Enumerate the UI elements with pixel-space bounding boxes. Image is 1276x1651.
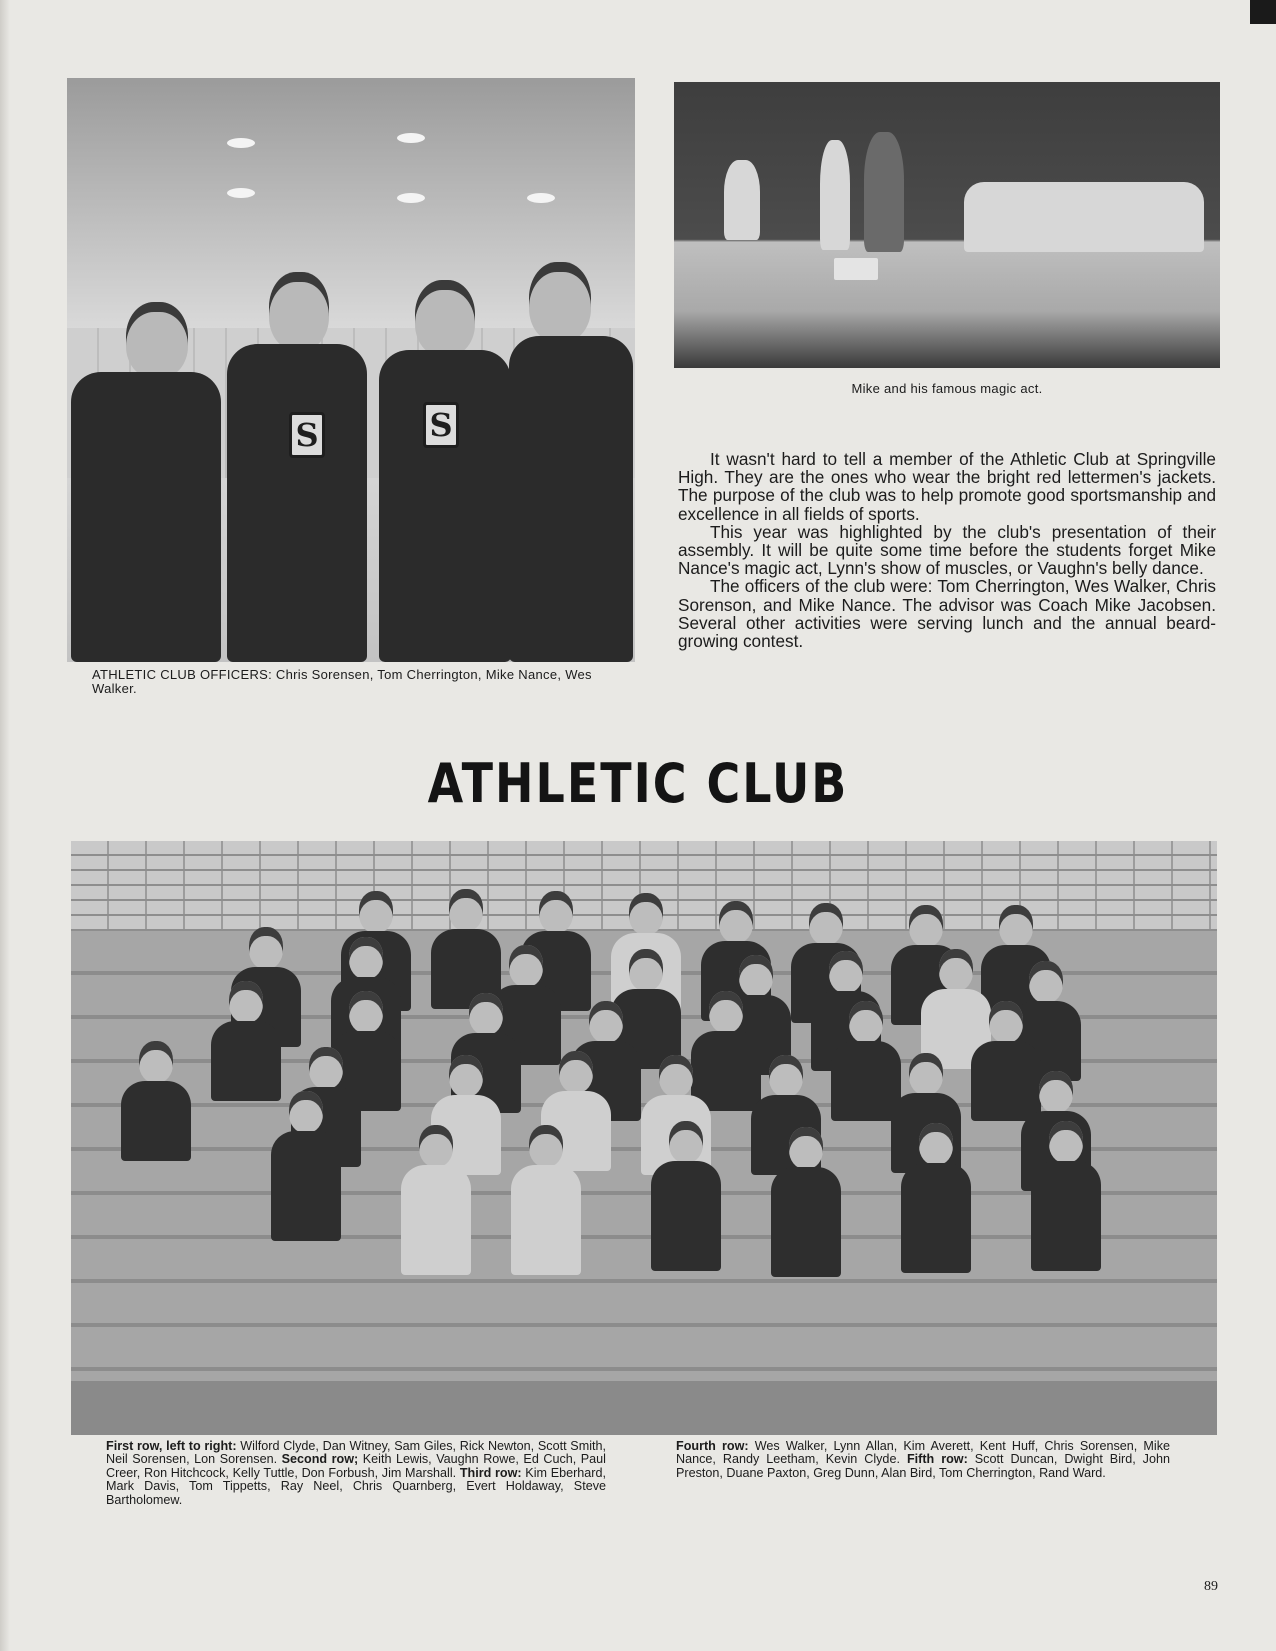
officer-figure [509, 262, 633, 662]
officer-figure [71, 302, 221, 662]
roster-row-label: Third row: [459, 1465, 522, 1480]
club-member [901, 1123, 971, 1273]
officers-photo-caption: ATHLETIC CLUB OFFICERS: Chris Sorensen, Tom Cherrington, Mike Nance, Wes Walker. [92, 667, 592, 696]
corner-mark [1250, 0, 1276, 24]
roster-row-label: Fifth row: [906, 1452, 968, 1467]
gym-floor [71, 1381, 1217, 1435]
group-photo [71, 841, 1217, 1435]
page-edge [0, 0, 10, 1651]
article-body [678, 450, 1216, 650]
club-member [271, 1091, 341, 1241]
club-member [511, 1125, 581, 1275]
roster-row-label: Fourth row: [676, 1439, 749, 1453]
prop-box [834, 258, 878, 280]
stage-photo-caption: Mike and his famous magic act. [851, 381, 1043, 396]
seated-club-members [964, 182, 1204, 252]
club-member [401, 1125, 471, 1275]
page-number: 89 [1204, 1579, 1218, 1594]
club-member [1031, 1121, 1101, 1271]
roster-row-label: Second row; [281, 1452, 359, 1467]
officer-figure [379, 280, 511, 662]
ceiling-light [227, 138, 255, 148]
ceiling-light [397, 133, 425, 143]
stage-photo [674, 82, 1220, 368]
club-member [211, 981, 281, 1101]
officer-figure [227, 272, 367, 662]
article-paragraph: This year was highlighted by the club's presentation of their assembly. It will be quite some time before the students forget Mike Nance's magic act, Lynn's show of muscles, or Vaughn's belly dance. [678, 521, 1216, 579]
article-paragraph: The officers of the club were: Tom Cherrington, Wes Walker, Chris Sorenson, and Mike Nance. The advisor was Coach Mike Jacobsen. Several other activities were serving lunch and the annual beard-growing contest. [678, 576, 1216, 652]
ceiling-light [227, 188, 255, 198]
jacket-letter: S [289, 412, 325, 458]
roster-names: Wes Walker, Lynn Allan, Kim Averett, Kent Huff, Chris Sorensen, Mike Nance, Randy Leetham, Kevin Clyde. [676, 1439, 1170, 1467]
club-member [771, 1127, 841, 1277]
stage-figure [820, 140, 850, 250]
page-title: ATHLETIC CLUB [427, 751, 849, 815]
roster-names: Wilford Clyde, Dan Witney, Sam Giles, Rick Newton, Scott Smith, Neil Sorensen, Lon Sorensen. [106, 1439, 606, 1467]
roster-names: Scott Duncan, Dwight Bird, John Preston, Duane Paxton, Greg Dunn, Alan Bird, Tom Cherrington, Rand Ward. [676, 1452, 1170, 1480]
roster-row-label: First row, left to right: [106, 1439, 237, 1453]
club-member [651, 1121, 721, 1271]
ceiling-light [397, 193, 425, 203]
club-member [121, 1041, 191, 1161]
roster-names: Kim Eberhard, Mark Davis, Tom Tippetts, Ray Neel, Chris Quarnberg, Evert Holdaway, Steve Bartholomew. [106, 1465, 607, 1507]
stage-figure [724, 160, 760, 240]
article-paragraph: It wasn't hard to tell a member of the Athletic Club at Springville High. They are the ones who wear the bright red lettermen's jackets. The purpose of the club was to help promote good sportsmanship and excellence in all fields of sports. [678, 449, 1216, 524]
roster-names: Keith Lewis, Vaughn Rowe, Ed Cuch, Paul Creer, Ron Hitchcock, Kelly Tuttle, Don Forbush, Jim Marshall. [106, 1452, 606, 1480]
roster-caption-right [676, 1440, 1170, 1480]
stage-figure [864, 132, 904, 252]
jacket-letter: S [423, 402, 459, 448]
ceiling-light [527, 193, 555, 203]
roster-caption-left [106, 1440, 606, 1507]
officers-photo [67, 78, 635, 662]
